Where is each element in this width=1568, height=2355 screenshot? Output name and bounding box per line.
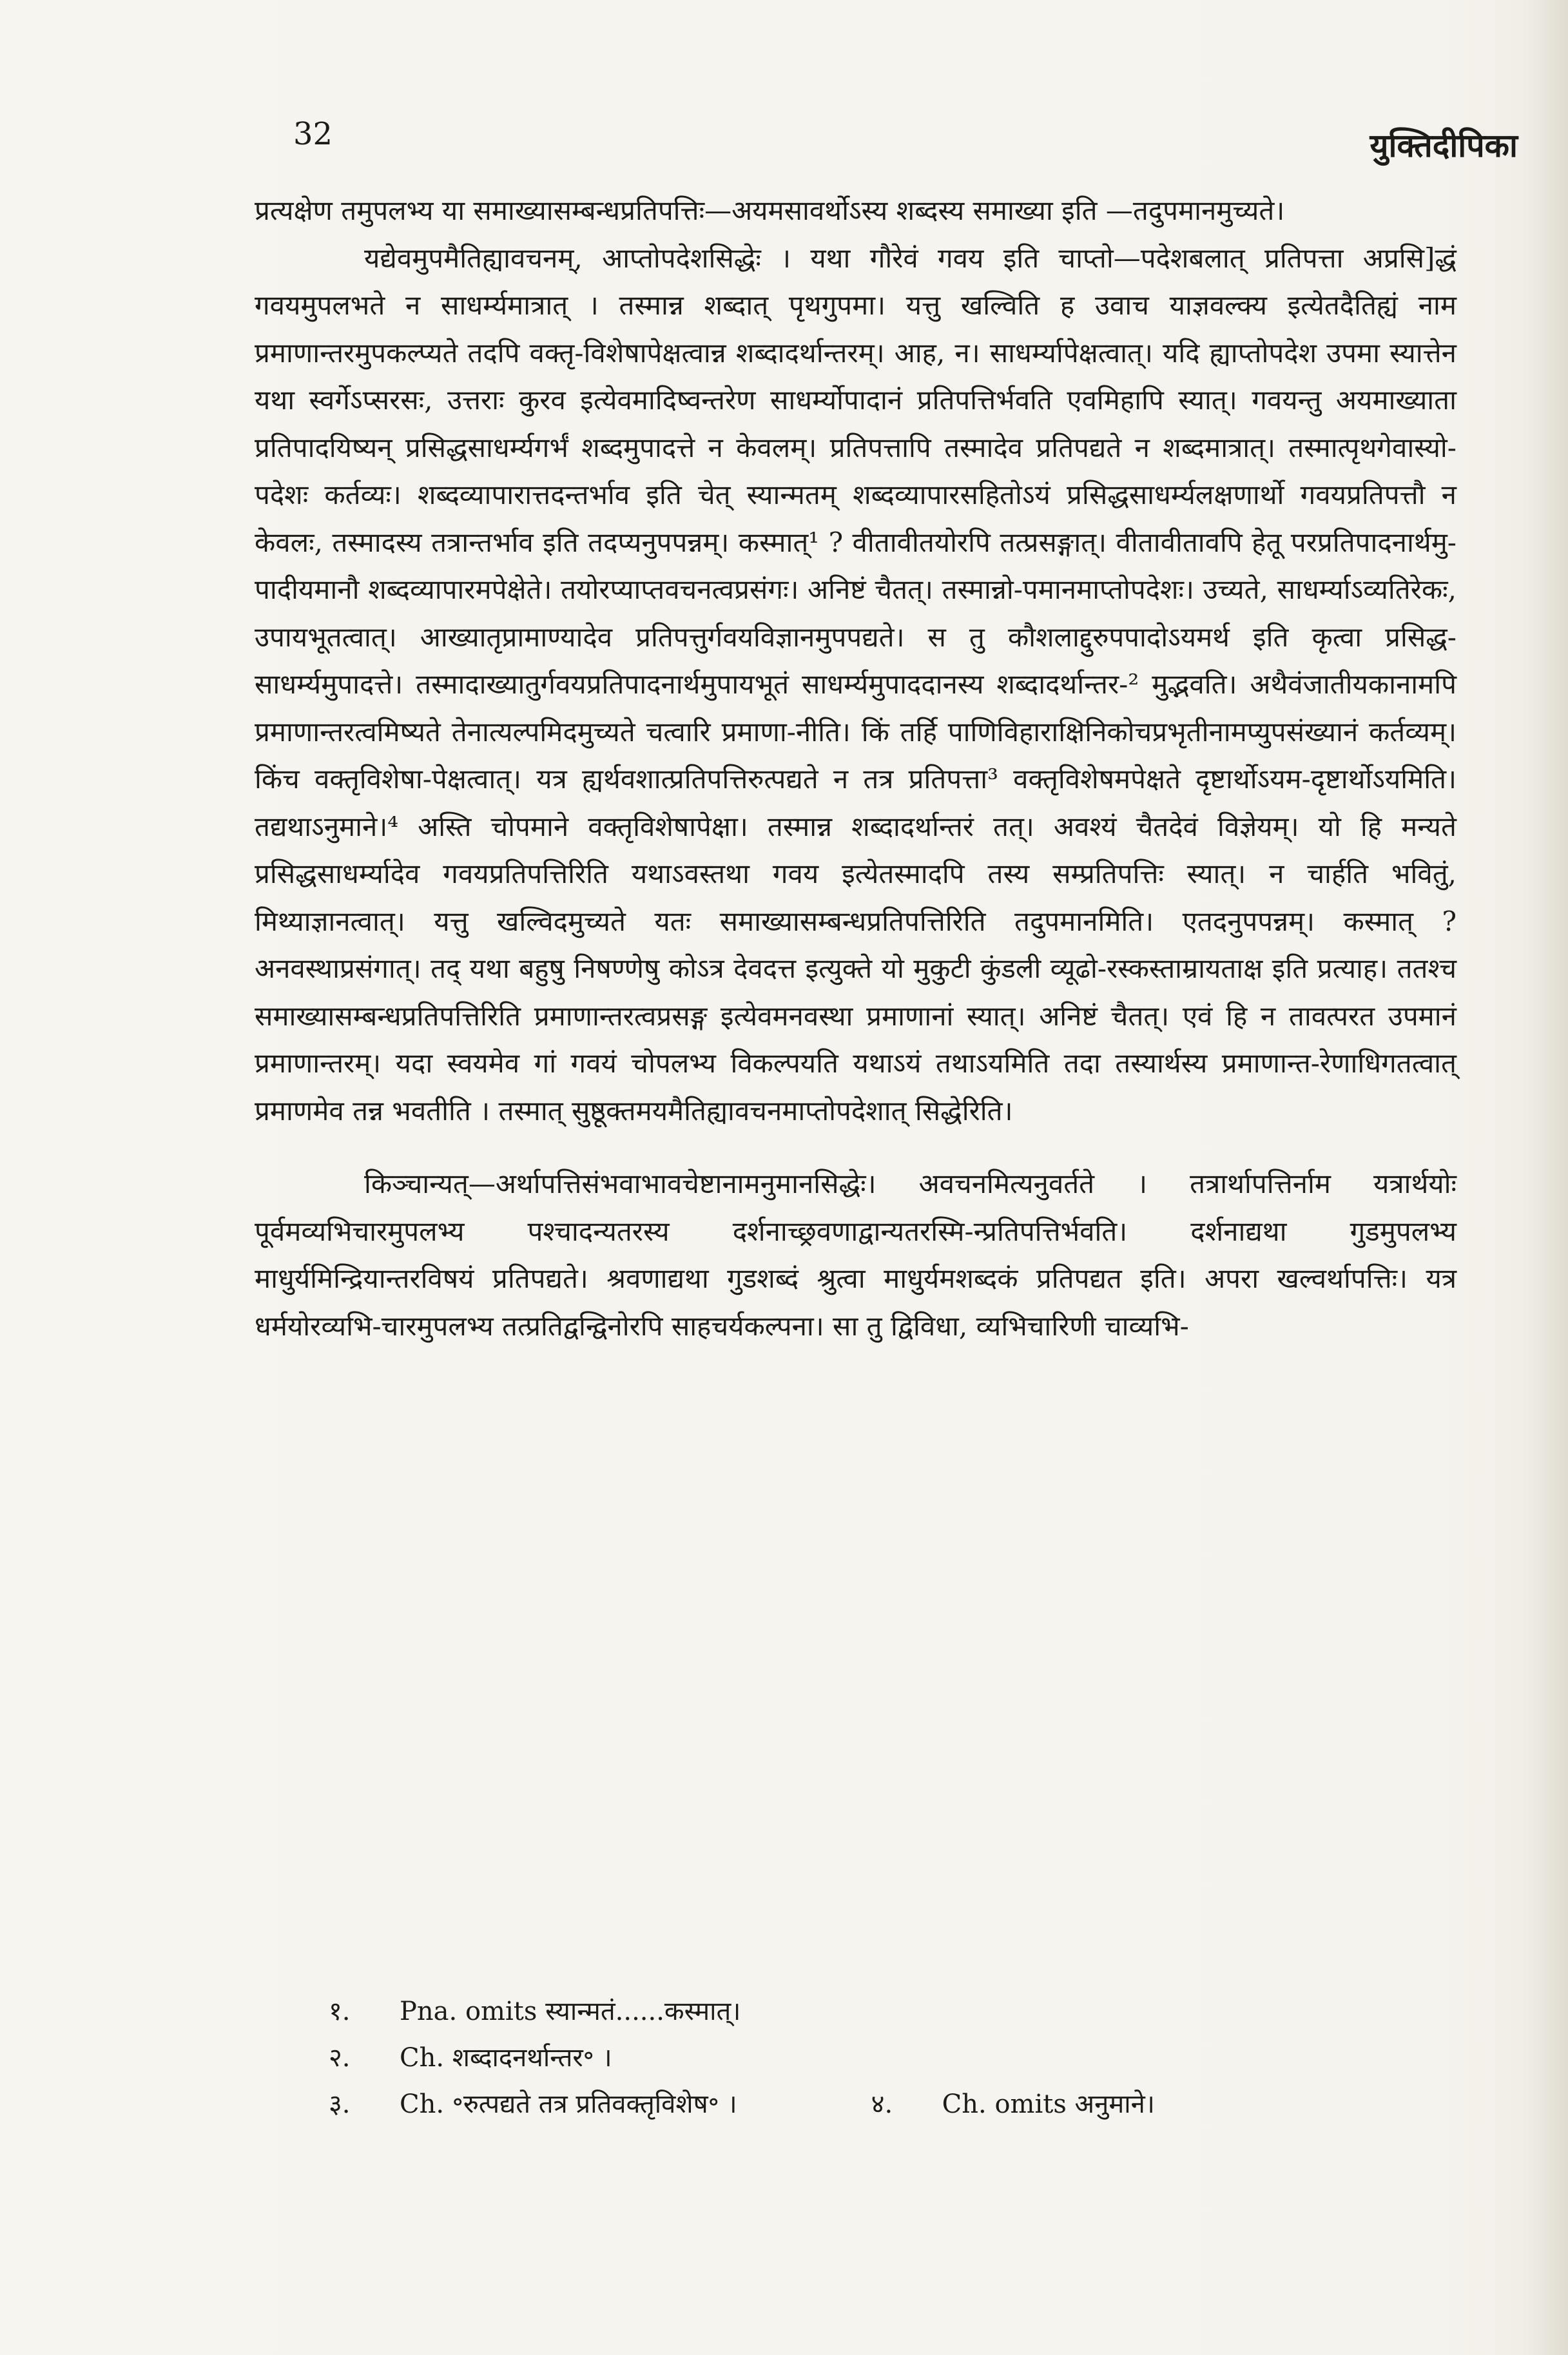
footnote-3	[329, 2081, 737, 2127]
running-title: युक्तिदीपिका	[1370, 126, 1518, 164]
footnote-2	[329, 2035, 1457, 2081]
footnote-spacer	[1289, 2081, 1457, 2127]
page-header	[255, 103, 1518, 164]
main-text	[255, 187, 1457, 1350]
footnote-text: Ch. omits अनुमाने।	[942, 2089, 1155, 2119]
paragraph-2: यद्येवमुपमैतिह्यावचनम्, आप्तोपदेशसिद्धेः । यथा गौरेवं गवय इति चाप्तो—पदेशबलात् प्रतिपत्ता अप्रसि]द्धं गवयमुपलभते न साधर्म्यमात्रात् । तस्मान्न शब्दात् पृथगुपमा। यत्तु खल्विति ह उवाच याज्ञवल्क्य इत्येतदैतिह्यं नाम प्रमाणान्तरमुपकल्प्यते तदपि वक्तृ-विशेषापेक्षत्वान्न शब्दादर्थान्तरम्। आह, न। साधर्म्यापेक्षत्वात्। यदि ह्याप्तोपदेश उपमा स्यात्तेन यथा स्वर्गेऽप्सरसः, उत्तराः कुरव इत्येवमादिष्वन्तरेण साधर्म्योपादानं प्रतिपत्तिर्भवति एवमिहापि स्यात्। गवयन्तु अयमाख्याता प्रतिपादयिष्यन् प्रसिद्धसाधर्म्यगर्भं शब्दमुपादत्ते न केवलम्। प्रतिपत्तापि तस्मादेव प्रतिपद्यते न शब्दमात्रात्। तस्मात्पृथगेवास्यो-पदेशः कर्तव्यः। शब्दव्यापारात्तदन्तर्भाव इति चेत् स्यान्मतम् शब्दव्यापारसहितोऽयं प्रसिद्धसाधर्म्यलक्षणार्थो गवयप्रतिपत्तौ न केवलः, तस्मादस्य तत्रान्तर्भाव इति तदप्यनुपपन्नम्। कस्मात्¹ ? वीतावीतयोरपि तत्प्रसङ्गात्। वीतावीतावपि हेतू परप्रतिपादनार्थमु-पादीयमानौ शब्दव्यापारमपेक्षेते। तयोरप्याप्तवचनत्वप्रसंगः। अनिष्टं चैतत्। तस्मान्नो-पमानमाप्तोपदेशः। उच्यते, साधर्म्याऽव्यतिरेकः, उपायभूतत्वात्। आख्यातृप्रामाण्यादेव प्रतिपत्तुर्गवयविज्ञानमुपपद्यते। स तु कौशलाद्दुरुपपादोऽयमर्थ इति कृत्वा प्रसिद्ध-साधर्म्यमुपादत्ते। तस्मादाख्यातुर्गवयप्रतिपादनार्थमुपायभूतं साधर्म्यमुपाददानस्य शब्दादर्थान्तर-² मुद्भवति। अथैवंजातीयकानामपि प्रमाणान्तरत्वमिष्यते तेनात्यल्पमिदमुच्यते चत्वारि प्रमाणा-नीति। किं तर्हि पाणिविहाराक्षिनिकोचप्रभृतीनामप्युपसंख्यानं कर्तव्यम्। किंच वक्तृविशेषा-पेक्षत्वात्। यत्र ह्यर्थवशात्प्रतिपत्तिरुत्पद्यते न तत्र प्रतिपत्ता³ वक्तृविशेषमपेक्षते दृष्टार्थोऽयम-दृष्टार्थोऽयमिति। तद्यथाऽनुमाने।⁴ अस्ति चोपमाने वक्तृविशेषापेक्षा। तस्मान्न शब्दादर्थान्तरं तत्। अवश्यं चैतदेवं विज्ञेयम्। यो हि मन्यते प्रसिद्धसाधर्म्यादेव गवयप्रतिपत्तिरिति यथाऽवस्तथा गवय इत्येतस्मादपि तस्य सम्प्रतिपत्तिः स्यात्। न चार्हति भवितुं, मिथ्याज्ञानत्वात्। यत्तु खल्विदमुच्यते यतः समाख्यासम्बन्धप्रतिपत्तिरिति तदुपमानमिति। एतदनुपपन्नम्। कस्मात् ? अनवस्थाप्रसंगात्। तद् यथा बहुषु निषण्णेषु कोऽत्र देवदत्त इत्युक्ते यो मुकुटी कुंडली व्यूढो-रस्कस्ताम्रायताक्ष इति प्रत्याह। ततश्च समाख्यासम्बन्धप्रतिपत्तिरिति प्रमाणान्तरत्वप्रसङ्ग इत्येवमनवस्था प्रमाणानां स्यात्। अनिष्टं चैतत्। एवं हि न तावत्परत उपमानं प्रमाणान्तरम्। यदा स्वयमेव गां गवयं चोपलभ्य विकल्पयति यथाऽयं तथाऽयमिति तदा तस्यार्थस्य प्रमाणान्त-रेणाधिगतत्वात् प्रमाणमेव तन्न भवतीति । तस्मात् सुष्ठूक्तमयमैतिह्यावचनमाप्तोपदेशात् सिद्धेरिति।	[255, 242, 1457, 1127]
page-number: 32	[293, 116, 333, 152]
page-edge-shadow	[1523, 0, 1568, 2355]
footnote-text: Pna. omits स्यान्मतं......कस्मात्।	[400, 1997, 741, 2026]
footnote-text: Ch. ॰रुत्पद्यते तत्र प्रतिवक्तृविशेष॰ ।	[400, 2089, 737, 2119]
footnote-number: ४.	[871, 2089, 893, 2119]
footnote-number: ३.	[329, 2089, 351, 2119]
paragraph-1: प्रत्यक्षेण तमुपलभ्य या समाख्यासम्बन्धप्रतिपत्तिः—अयमसावर्थोऽस्य शब्दस्य समाख्या इति —तदुपमानमुच्यते।	[255, 195, 1285, 226]
footnotes	[329, 1988, 1457, 2127]
footnote-number: १.	[329, 1997, 351, 2026]
paragraph-3: किञ्चान्यत्—अर्थापत्तिसंभवाभावचेष्टानामनुमानसिद्धेः। अवचनमित्यनुवर्तते । तत्रार्थापत्तिर्नाम यत्रार्थयोः पूर्वमव्यभिचारमुपलभ्य पश्चादन्यतरस्य दर्शनाच्छ्रवणाद्वान्यतरस्मि-न्प्रतिपत्तिर्भवति। दर्शनाद्यथा गुडमुपलभ्य माधुर्यमिन्द्रियान्तरविषयं प्रतिपद्यते। श्रवणाद्यथा गुडशब्दं श्रुत्वा माधुर्यमशब्दकं प्रतिपद्यत इति। अपरा खल्वर्थापत्तिः। यत्र धर्मयोरव्यभि-चारमुपलभ्य तत्प्रतिद्वन्द्विनोरपि साहचर्यकल्पना। सा तु द्विविधा, व्यभिचारिणी चाव्यभि-	[255, 1168, 1457, 1342]
footnote-row	[329, 2081, 1457, 2127]
footnote-4	[871, 2081, 1155, 2127]
footnote-text: Ch. शब्दादनर्थान्तर॰ ।	[400, 2043, 612, 2073]
footnote-1	[329, 1988, 1457, 2035]
footnote-number: २.	[329, 2043, 351, 2073]
